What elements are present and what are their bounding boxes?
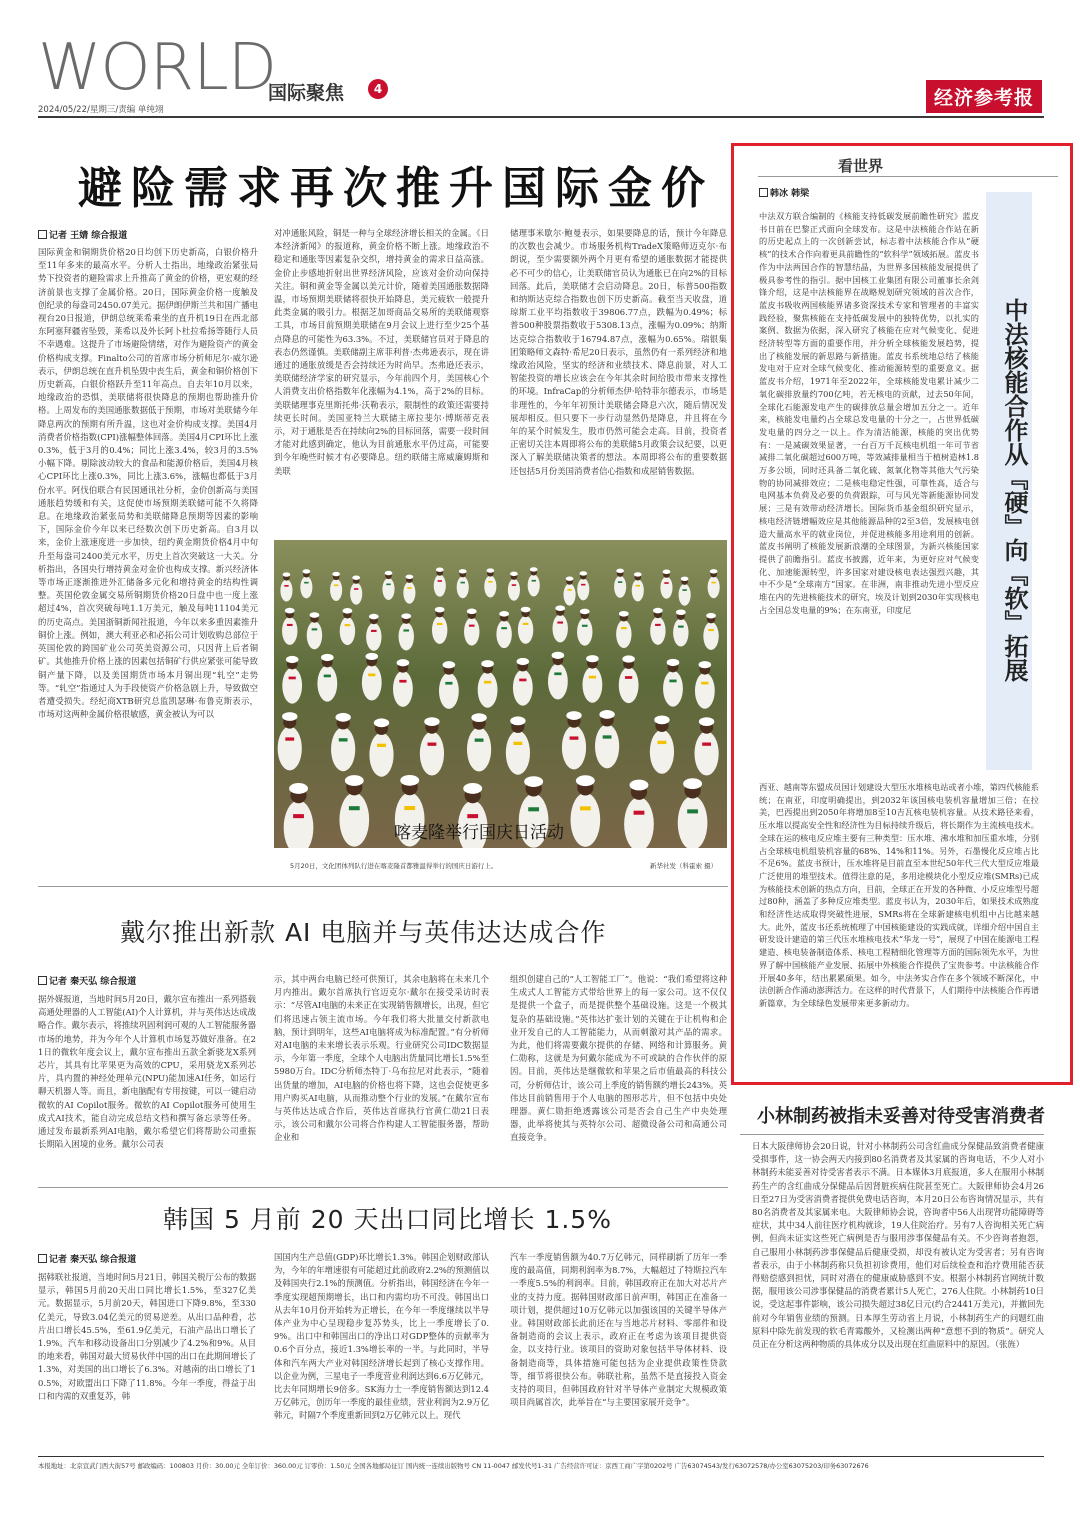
korea-col-3: 汽车一季度销售额为40.7万亿韩元，同样刷新了历年一季度的最高值，同期利润率为8.7%，大幅超过了特斯拉汽车一季度5.5%的利润率。目前，韩国政府正在加大对芯片产业的支持力度。据韩国财政部日前声明，韩国正在准备一项计划，提供超过10万亿韩元以加强该国的关键半导体产业。韩国财政部长此前还在与当地芯片材料、零部件和设备制造商的会议上表示，政府正在考虑为该项目提供资金，以支持行业。该项目的资助对象包括半导体材料、设备制造商等，具体措施可能包括为企业提供政策性贷款等，细节将很快公布。韩联社称，虽然不是直接投入资金支持的项目，但韩国政府针对半导体产业制定大规模政策项目尚属首次，此举旨在“与主要国家展开竞争”。: [510, 1252, 727, 1408]
korea-headline: 韩国 5 月前 20 天出口同比增长 1.5%: [163, 1205, 612, 1234]
feature-vertical-title: [986, 192, 1032, 770]
korea-byline: 记者 秦天弘 综合报道: [38, 1252, 136, 1265]
korea-col-2: 国国内生产总值(GDP)环比增长1.3%。韩国企划财政部认为，今年的年增速很有可能超过此前政府2.2%的预测值以及韩国央行2.1%的预测值。分析指出，韩国经济在今年一季度实现超预期增长，出口和内需均功不可没。韩国出口从去年10月份开始转为正增长，在今年一季度继续以半导体产业为中心呈现稳步复苏势头，比上一季度增长了0.9%。出口中和韩国出口的净出口对GDP整体的贡献率为0.6个百分点，接近1.3%增长率的一半。与此同时，半导体和汽车两大产业对韩国经济增长起到了核心支撑作用。以企业为例，三星电子一季度营业利润达到6.6万亿韩元，比去年同期增长9倍多。SK海力士一季度销售额达到12.4万亿韩元，创历年一季度的最佳业绩，营业利润为2.9万亿韩元，时隔7个季度重新回到2万亿韩元以上。现代: [274, 1252, 489, 1421]
divider: [740, 1134, 1044, 1135]
feature-tag-rule: [758, 176, 1058, 177]
gold-col-1: 国际黄金和铜期货价格20日均创下历史新高，白银价格升至11年多来的最高水平。分析人士指出，地缘政治紧张局势下投资者的避险需求上升推高了黄金的价格，更宏观的经济前景也支撑了金属价格。20日，国际黄金价格一度触及创纪录的每盎司2450.07美元。据伊朗伊斯兰共和国广播电视台20日报道，伊朗总统莱希乘坐的直升机19日在西北部东阿塞拜疆省坠毁，莱希以及外长阿卜杜拉希扬等随行人员不幸遇难。这提升了市场避险情绪，对作为避险资产的黄金价格构成支撑。Finalto公司的首席市场分析师尼尔·威尔逊表示，伊朗总统在直升机坠毁中丧生后，黄金和铜价格创下历史新高，白银价格跃升至11年高点。自去年10月以来，地缘政治的恐惧，美联储将很快降息的预期也帮助推升价格。上周发布的美国通胀数据低于预期，市场对美联储今年降息两次的预期有所升温，这也对金价构成支撑。美国4月消费者价格指数(CPI)涨幅整体回落。美国4月CPI环比上涨0.3%，低于3月的0.4%；同比上涨3.4%，较3月的3.5%小幅下降。剔除波动较大的食品和能源价格后，美国4月核心CPI环比上涨0.3%，同比上涨3.6%，涨幅也都低于3月份水平。阿伐伯联合有民国通讯社分析，金价创新高与美国通胀趋势缓和有关，这促使市场预期美联储可能不久将降息。在地缘政治紧张局势和美联储降息预期等因素的影响下，国际金价今年以来已经数次创下历史新高。自3月以来，金价上涨速度进一步加快，纽约黄金期货价格4月中旬升至每盎司2400美元水平，历史上首次突破这一大关。分析指出，各国央行增持黄金对金价也构成支撑。新兴经济体等市场正逐渐推进外汇储备多元化和增持黄金的结构性调整。英国伦敦金属交易所铜期货价格20日盘中也一度上涨超过4%，首次突破每吨1.1万美元，触及每吨11104美元的历史高点。美国浙铜新闻社报道，今年以来多重因素推升铜价上涨。例如，澳大利亚必和必拓公司计划收购总部位于英国伦敦的跨国矿业公司英美资源公司，只因背上后者铜矿。其他推升价格上涨的因素包括铜矿行供应紧张可能导致铜产量下降，以及美国期货市场本月铜出现“轧空”走势等。“轧空”指通过人为手段使资产价格急剧上升，导致做空者遭受损失。经纪商XTB研究总监凯瑟琳·布鲁克斯表示，市场对这两种金属价格很敏感，黄金被认为可以: [38, 247, 258, 720]
divider: [38, 886, 728, 887]
photo-credit: 新华社发（科霍索 摄）: [650, 862, 718, 870]
parade-photo: [274, 540, 727, 848]
photo-caption: 5月20日，文化团体列队行进在喀麦隆首都雅温得举行的国庆日游行上。: [290, 862, 498, 870]
dell-col-3: 组织创建自己的“人工智能工厂”。他说：“我们希望将这种生成式人工智能方式带给世界上的每一家公司。这不仅仅是提供一个盒子，而是提供整个基础设施。这是一个极其复杂的基础设施。”英伟达扩张计划的关键在于让机构和企业开发自己的人工智能能力，从而刺激对其产品的需求。为此，他们将需要戴尔提供的存储、网络和计算服务。黄仁勋称，这就是为何戴尔能成为不可或缺的合作伙伴的原因。目前，英伟达是继微软和苹果之后市值最高的科技公司，分析师估计，该公司上季度的销售额约增长243%。英伟达目前销售用于个人电脑的图形芯片，但不包括中央处理器。黄仁勋拒绝透露该公司是否会自己生产中央处理器，此举将使其与英特尔公司、超微设备公司和高通公司直接竞争。: [510, 974, 727, 1143]
dell-col-1: 据外媒报道，当地时间5月20日，戴尔宣布推出一系列搭载高通处理器的人工智能(AI)个人计算机，并与英伟达达成战略合作。戴尔表示，将推续巩固利润可观的人工智能服务器市场的地势，并为今年个人计算机市场复苏做好准备。在21日的微软年度会议上，戴尔宣布推出五款全新骁龙X系列芯片，其具有比苹果更为高效的CPU，采用骁龙X系列芯片，具内置的神经处理单元(NPU)能加速AI任务，如运行聊天机器人等。而且，新电脑配有专用按键，可以一键启动微软的AI Copilot服务。微软的AI Copilot服务可使用生成式AI技术，能自动完成总结文档和撰写备忘录等任务。通过发布最新系列AI电脑，戴尔希望它们将帮助公司重振长期陷入困境的业务。戴尔公司表: [38, 994, 256, 1150]
feature-tag: 看世界: [838, 157, 884, 175]
feature-body-upper: 中法双方联合编制的《核能支持低碳发展前瞻性研究》蓝皮书日前在巴黎正式面向全球发布。这是中法核能合作站在新的历史起点上的一次创新尝试，标志着中法核能合作从“硬核”的技术合作向着更具前瞻性的“软科学”领域拓展。蓝皮书作为中法两国合作的智慧结晶，为世界多国核能发展提供了极具参考性的指引。据中国核工业集团有限公司董事长余剑锋介绍，这是中法核能界在战略规划研究领域的首次合作，蓝皮书吸收两国核能界诸多资深技术专家和管理者的丰富实践经验，聚焦核能在支持低碳发展中的独特优势，以扎实的案例、数据为依据，深入研究了核能在应对气候变化、促进经济转型等方面的重要作用，并分析全球核能发展趋势，提出了核能发展的新思路与新措施。蓝皮书系统地总结了核能发电对于应对全球气候变化、推动能源转型的重要意义。据蓝皮书介绍，1971年至2022年，全球核能发电累计减少二氧化碳排放量约700亿吨，若无核电的贡献，过去50年间，全球化石能源发电产生的碳排放总量会增加五分之一。近年来，核能发电量约占全球总发电量的十分之一，占世界低碳发电量的四分之一以上。作为清洁能源，核能的突出优势有：一是减碳效果显著，一台百万千瓦核电机组一年可节省减排二氧化碳超过600万吨，等效减排量相当于植树造林1.8万多公顷，同时还具备二氧化硫、氮氧化物等其他大气污染物的协同减排效应；二是核电稳定性强，可靠性高，适合与电网基本负荷及必要的负荷跟踪，可与风光等新能源协同发展；三是有效带动经济增长。国际货币基金组织研究显示，核电经济链增幅效应是其他能源品种的2至3倍，发展核电创造大量高水平的就业岗位，并促进核能多用途利用的创新。蓝皮书阐明了核能发展新浪潮的全球图景，为新兴核能国家提供了前瞻指引。蓝皮书披露，近年来，为更好应对气候变化、加速能源转型，许多国家对建设核电表达强烈兴趣，其中不少是“全球南方”国家。在非洲，南非推动先进小型反应堆在内的先进核能技术的研究，埃及计划到2030年实现核电占全国总发电量的9%；在东南亚，印度尼: [759, 211, 979, 615]
dell-headline: 戴尔推出新款 AI 电脑并与英伟达达成合作: [120, 918, 607, 947]
masthead-world: WORLD: [38, 31, 277, 105]
dell-byline: 记者 秦天弘 综合报道: [38, 974, 136, 987]
page-number-badge: 4: [368, 79, 388, 99]
gold-col-3: 储理事米歇尔·鲍曼表示，如果要降息的话，预计今年降息的次数也会减少。市场服务机构TradeX策略师迈克尔·布朗说，至少需要额外两个月更有希望的通胀数据才能提供必不可少的信心，让美联储官员认为通胀已在向2%的目标回落。此后，美联储才会启动降息。20日，标普500指数和纳斯达克综合指数也创下历史新高。截至当天收盘，道琼斯工业平均指数收于39806.77点，跌幅为0.49%；标普500种股票指数收于5308.13点，涨幅为0.09%；纳斯达克综合指数收于16794.87点，涨幅为0.65%。瑞银集团策略师文森特·希尼20日表示，虽然仍有一系列经济和地缘政治风险，坚实的经济和业绩技术、降息前景，对人工智能投资的增长应该会在今年其余时间给股市带来支撑性的环境。InfraCap的分析师杰伊·哈特菲尔德表示，市场是非理性的，今年年初预计美联储会降息六次，随后情况发展却相反。但只要下一步行动显然仍是降息，并且将在今年的某个时候发生，股市仍然可能会走高。目前，投资者正密切关注本周即将公布的美联储5月政策会议纪要，以更深入了解美联储决策者的想法。本周即将公布的重要数据还包括5月份美国消费者信心指数和成屋销售数据。: [510, 228, 727, 476]
gold-byline: 记者 王婧 综合报道: [38, 228, 127, 241]
gold-headline: 避险需求再次推升国际金价: [78, 163, 714, 214]
photo-overlay-caption: 喀麦隆举行国庆日活动: [394, 823, 564, 843]
feature-byline: 韩冰 韩梁: [759, 186, 809, 199]
divider: [38, 1187, 728, 1188]
masthead-rule: [38, 116, 1044, 118]
gold-col-2: 对冲通胀风险，铜是一种与全球经济增长相关的金属。《日本经济新闻》的报道称，黄金价格不断上涨。地缘政治不稳定和通胀等因素复杂交织，增持黄金的需求日益高涨。金价止步感地折射出世界经济风险，应该对金价动向保持关注。铜和黄金等金属以美元计价，随着美国通胀数据降温，市场预期美联储将很快开始降息，美元疲软一般提升此类金属的吸引力。根据芝加哥商品交易所的美联储观察工具，市场目前预期美联储在9月会议上进行至少25个基点降息的可能性为63.3%。不过，美联储官员对于降息的表态仍然谨慎。美联储副主席菲利普·杰弗逊表示，现在讲通过的通胀放缓是否会持续还为时尚早。杰弗逊还表示，美联储经济学家的研究显示，今年前四个月，美国核心个人消费支出价格指数年化涨幅为4.1%，高于2%的目标。美联储理事克里斯托弗·沃勒表示，限制性的政策还需要持续更长时间。美国亚特兰大联储主席拉斐尔·博斯蒂克表示，对于通胀是否在持续向2%的目标回落，需要一段时间才能对此感到确定，他认为目前通胀水平仍过高，可能要到今年晚些时候才有必要降息。纽约联储主席威廉姆斯和美联: [274, 228, 489, 476]
footer-info: 本报地址：北京宣武门西大街57号 邮政编码：100803 月价：30.00元 全年订价：360.00元 订零价：1.50元 全国各地邮局征订 国内统一连续出版物号 CN 11-0047 邮发代号1-31 广告经营许可证：京西工商广字第0202号 广告63074543/发行63072578/办公室63075203/印务63072676: [38, 1462, 869, 1470]
dell-col-2: 示，其中两台电脑已经可供预订，其余电脑将在未来几个月内推出。戴尔首席执行官迈克尔·戴尔在接受采访时表示：“尽管AI电脑的未来正在实现销售额增长，出现，但它们将迅速占领主流市场。今年我们将大批量交付新款电脑，预计到明年，这些AI电脑将成为标准配置。”有分析师对AI电脑的未来增长表示乐观。行业研究公司IDC数据显示，今年第一季度，全球个人电脑出货量同比增长1.5%至5980万台。IDC分析师杰特丁·乌布拉尼对此表示，“随着出货量的增加，AI电脑的价格也将下降，这也会促使更多用户购买AI电脑，从而推动整个行业的发展。”在戴尔宣布与英伟达达成合作后，英伟达首席执行官黄仁勋21日表示，该公司和戴尔公司将合作构建人工智能服务器，帮助企业和: [274, 974, 489, 1143]
feature-title-text: 中法核能合作从『硬』向『软』拓展: [1000, 298, 1029, 682]
footer-rule: [38, 1456, 1044, 1457]
newspaper-logo: 经济参考报: [926, 80, 1042, 113]
korea-col-1: 据韩联社报道，当地时间5月21日，韩国关税厅公布的数据显示，韩国5月前20天出口同比增长1.5%，至327亿美元。数据显示，5月前20天，韩国进口下降9.8%，至330亿美元，导致3.04亿美元的贸易逆差。从出口品种看，芯片出口增长45.5%，至61.9亿美元，石油产品出口增长了1.9%。汽车和移动设备出口分别减少了4.2%和9%。从目的地来看，韩国对最大贸易伙伴中国的出口在此期间增长了1.3%，对美国的出口增长了6.3%。对越南的出口增长了10.5%，对欧盟出口下降了11.8%。今年一季度，得益于出口和内需的双重复苏，韩: [38, 1272, 256, 1401]
masthead-section: 国际聚焦: [268, 82, 345, 104]
feature-body-lower: 西亚、越南等东盟成员国计划建设大型压水堆核电站或者小堆，第四代核能系统；在南亚，印度明确提出，到2032年该国核电装机容量增加三倍；在拉美，巴西提出到2050年将增加8至10吉瓦核电装机容量。从技术路径来看，压水堆以提高安全性和经济性为目标持续升级后，将长期作为主流核电技术。全球在运的核电反应堆主要有三种类型：压水堆、沸水堆和加压重水堆，分别占全球核电机组装机容量的68%、14%和11%。另外，石墨慢化反应堆占比不足6%。蓝皮书预计，压水堆将是目前直至本世纪50年代三代大型反应堆最广泛使用的堆型技术。值得注意的是，多用途模块化小型反应堆(SMRs)已成为核能技术创新的热点方向，目前，全球正在开发的各种微、小反应堆型号超过80种，涵盖了多种反应堆类型。蓝皮书认为，2030年后，如果技术成熟度和经济性达成取得突破性进展，SMRs将在全球新建核电机组中占比越来越大。此外，蓝皮书还系统梳理了中国核能建设的实践成就，详细介绍中国自主研发设计建造的第三代压水堆核电技术“华龙一号”，展现了中国在能源电工程建造、核电装备制造体系、核电工程精细化管理等方面的国际领先水平，为世界了解中国核能产业发展、拓展中外核能合作提供了宝贵参考。中法核能合作开展40多年，结出累累硕果。如今，中法务实合作在多个领域不断深化，中法创新合作涌动澎湃活力。在这样的时代背景下，人们期待中法核能合作再谱新篇章，为全球绿色发展带来更多新动力。: [759, 782, 1039, 1008]
kobayashi-headline: 小林制药被指未妥善对待受害消费者: [757, 1106, 1045, 1127]
kobayashi-body: 日本大阪律师协会20日说，针对小林制药公司含红曲成分保健品致消费者健康受损事件，这一协会两天内接到80名消费者及其家属的咨询电话，不少人对小林制药未能妥善对待受害者表示不满。日本媒体3月底报道，多人在服用小林制药生产的含红曲成分保健品后因肾脏疾病住院甚至死亡。大阪律师协会4月26日至27日为受害消费者提供免费电话咨询，本月20日公布咨询情况显示，共有80名消费者及其家属来电。大阪律师协会说，咨询者中56人出现肾功能障碍等症状，其中34人前往医疗机构就诊，19人住院治疗。另有7人咨询相关死亡病例，但尚未证实这些死亡病例是否与服用涉事保健品有关。不少咨询者抱怨，自己服用小林制药涉事保健品后健康受损，却没有被认定为受害者；另有咨询者表示，由于小林制药称只负担初诊费用，他们对后续检查和治疗费用能否获得赔偿感到担忧，同时对潜在的健康威胁感到不安。根据小林制药官网统计数据，服用该公司涉事保健品的消费者累计5人死亡，276人住院。小林制药10日说，受这起事件影响，该公司损失超过38亿日元(约合2441万美元)，并撤回先前对今年销售业绩的预测。日本厚生劳动省上月说，小林制药生产的问题红曲原料中除先前发现的软毛青霉酸外，又检测出两种“意想不到的物质”。研究人员正在分析这两种物质的具体成分以及出现在红曲原料中的原因。（张旌）: [752, 1141, 1044, 1350]
masthead-date: 2024/05/22/星期三/责编 单纯翊: [38, 105, 164, 115]
